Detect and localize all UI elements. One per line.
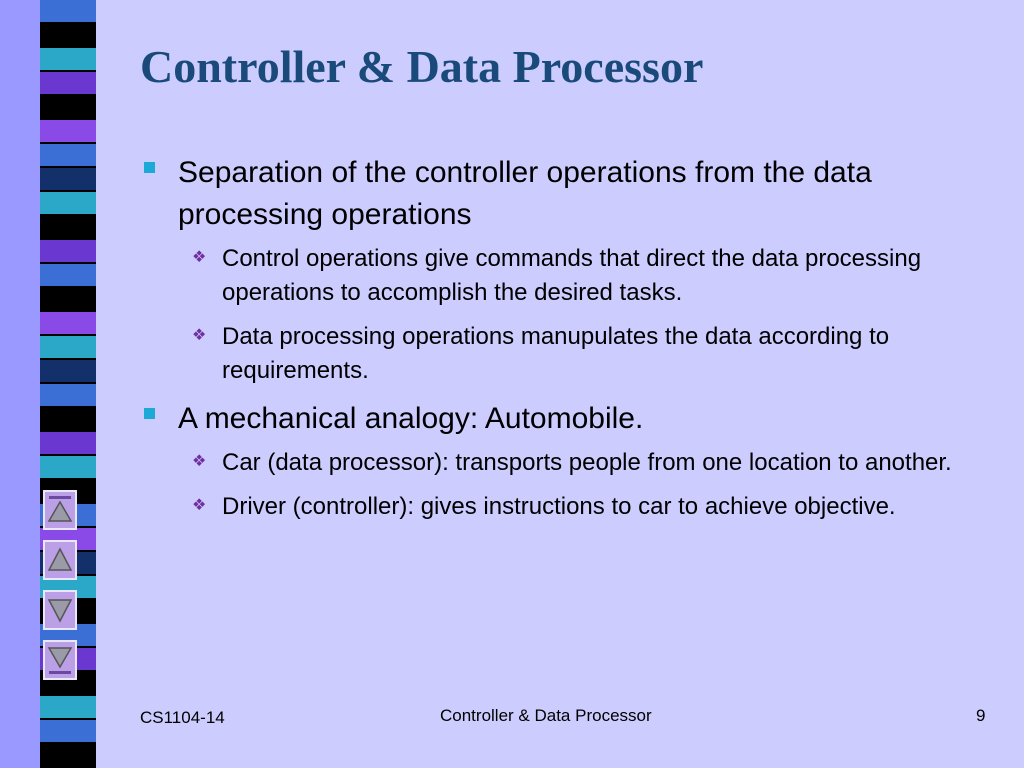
stripe-segment	[40, 192, 96, 214]
stripe-segment	[40, 216, 96, 238]
stripe-segment	[40, 744, 96, 766]
footer-course-code: CS1104-14	[140, 708, 225, 727]
bullet-item	[140, 152, 1000, 388]
stripe-segment	[40, 288, 96, 310]
previous-slide-icon	[46, 543, 74, 577]
sub-bullet-text: Car (data processor): transports people from one location to another.	[222, 449, 952, 476]
next-slide-icon	[46, 593, 74, 627]
stripe-segment	[40, 144, 96, 166]
first-slide-icon	[46, 493, 74, 527]
sidebar-outer-band	[0, 0, 40, 768]
last-slide-button[interactable]	[43, 640, 77, 680]
sub-bullet-item	[178, 490, 1000, 524]
diamond-bullet-icon: ❖	[192, 451, 207, 470]
square-bullet-icon	[144, 408, 155, 419]
square-bullet-icon	[144, 162, 155, 173]
bullet-text: A mechanical analogy: Automobile.	[178, 402, 644, 435]
stripe-segment	[40, 168, 96, 190]
sidebar-edge	[96, 0, 120, 768]
page-number: 9	[976, 706, 986, 725]
slide-title: Controller & Data Processor	[140, 41, 704, 92]
slide-body	[140, 152, 1000, 534]
stripe-segment	[40, 24, 96, 46]
stripe-segment	[40, 96, 96, 118]
stripe-segment	[40, 456, 96, 478]
stripe-segment	[40, 360, 96, 382]
stripe-segment	[40, 696, 96, 718]
sub-bullet-text: Control operations give commands that direct the data processing operations to accomplish the desired tasks.	[222, 245, 922, 306]
stripe-segment	[40, 0, 96, 22]
sub-bullet-list	[178, 446, 1000, 524]
sub-bullet-list	[178, 242, 1000, 388]
stripe-segment	[40, 384, 96, 406]
sub-bullet-item	[178, 446, 1000, 480]
bullet-item	[140, 398, 1000, 524]
bullet-text: Separation of the controller operations from the data processing operations	[178, 156, 872, 231]
previous-slide-button[interactable]	[43, 540, 77, 580]
last-slide-icon	[46, 643, 74, 677]
stripe-segment	[40, 120, 96, 142]
stripe-segment	[40, 408, 96, 430]
footer-title: Controller & Data Processor	[440, 706, 652, 725]
stripe-segment	[40, 312, 96, 334]
sub-bullet-item	[178, 320, 1000, 388]
stripe-segment	[40, 264, 96, 286]
diamond-bullet-icon: ❖	[192, 247, 207, 266]
stripe-segment	[40, 720, 96, 742]
diamond-bullet-icon: ❖	[192, 325, 207, 344]
sub-bullet-text: Driver (controller): gives instructions to car to achieve objective.	[222, 493, 896, 520]
stripe-segment	[40, 48, 96, 70]
stripe-segment	[40, 432, 96, 454]
diamond-bullet-icon: ❖	[192, 495, 207, 514]
stripe-segment	[40, 72, 96, 94]
sub-bullet-item	[178, 242, 1000, 310]
sub-bullet-text: Data processing operations manupulates the data according to requirements.	[222, 323, 890, 384]
stripe-segment	[40, 336, 96, 358]
first-slide-button[interactable]	[43, 490, 77, 530]
stripe-segment	[40, 240, 96, 262]
next-slide-button[interactable]	[43, 590, 77, 630]
